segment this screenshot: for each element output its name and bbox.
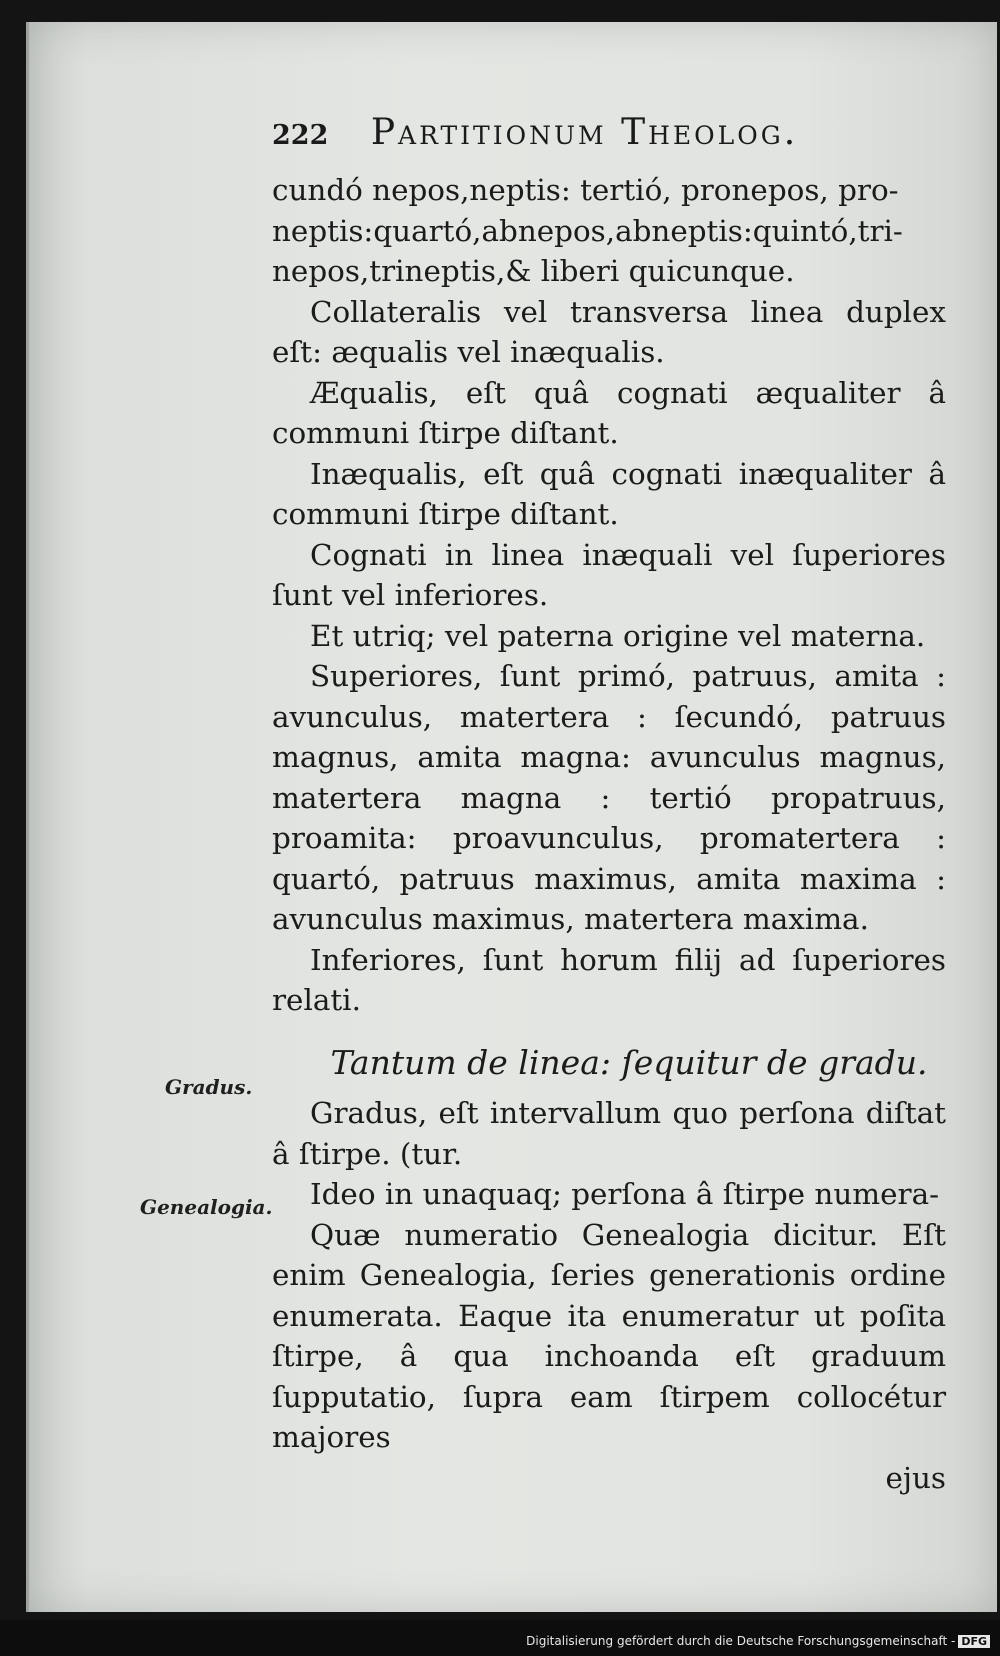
running-title: Partitionum Theolog. <box>370 112 799 153</box>
paragraph-inferiores: Inferiores, ſunt horum filij ad ſuperiores relati. <box>272 942 946 1017</box>
catchword: ejus <box>885 1460 946 1495</box>
paragraph-numeratio: Quæ numeratio Genealogia dicitur. Eſt enim Genealogia, ſeries generationis ordine enumerata. Eaque ita enumeratur ut poſita ſtirpe, â qua inchoanda eſt graduum ſupputatio, ſupra eam ſtirpem collocétur majores <box>272 1217 946 1454</box>
section-heading: Tantum de linea: ſequitur de gradu. <box>330 1042 928 1082</box>
paragraph-utriq: Et utriq; vel paterna origine vel materna. <box>310 618 926 653</box>
margin-note-genealogia: Genealogia. <box>140 1195 273 1219</box>
text-line: nepos,trineptis,& liberi quicunque. <box>272 254 795 288</box>
paragraph-ideo: Ideo in unaquaq; perſona â ſtirpe numera- <box>310 1177 940 1211</box>
paragraph-inaequalis: Inæqualis, eſt quâ cognati inæqualiter â communi ſtirpe diſtant. <box>272 456 946 531</box>
text-line: neptis:quartó,abnepos,abneptis:quintó,tri- <box>272 213 903 248</box>
paragraph-gradus: Gradus, eſt intervallum quo perſona diſtat â ſtirpe. (tur. <box>272 1096 946 1171</box>
dfg-logo: DFG <box>958 1635 990 1648</box>
paragraph-aequalis: Æqualis, eſt quâ cognati æqualiter â communi ſtirpe diſtant. <box>272 375 946 450</box>
paragraph-collateralis: Collateralis vel transversa linea duplex eſt: æqualis vel inæqualis. <box>272 294 946 369</box>
text-line: cundó nepos,neptis: tertió, pronepos, pro- <box>272 173 899 207</box>
credit-text: Digitalisierung gefördert durch die Deutsche Forschungsgemeinschaft - <box>526 1634 956 1648</box>
paragraph-cognati: Cognati in linea inæquali vel ſuperiores ſunt vel inferiores. <box>272 537 946 612</box>
page-number: 222 <box>272 120 329 151</box>
running-header <box>272 112 862 153</box>
main-text <box>272 170 946 1498</box>
digitization-credit <box>526 1634 990 1648</box>
margin-note-gradus: Gradus. <box>165 1075 253 1099</box>
paragraph-superiores: Superiores, ſunt primó, patruus, amita : avunculus, matertera : ſecundó, patruus magnus, amita magna: avunculus magnus, matertera magna : tertió propatruus, proamita: proavunculus, promatertera : quartó, patruus maximus, amita maxima : avunculus maximus, matertera maxima. <box>272 659 946 936</box>
